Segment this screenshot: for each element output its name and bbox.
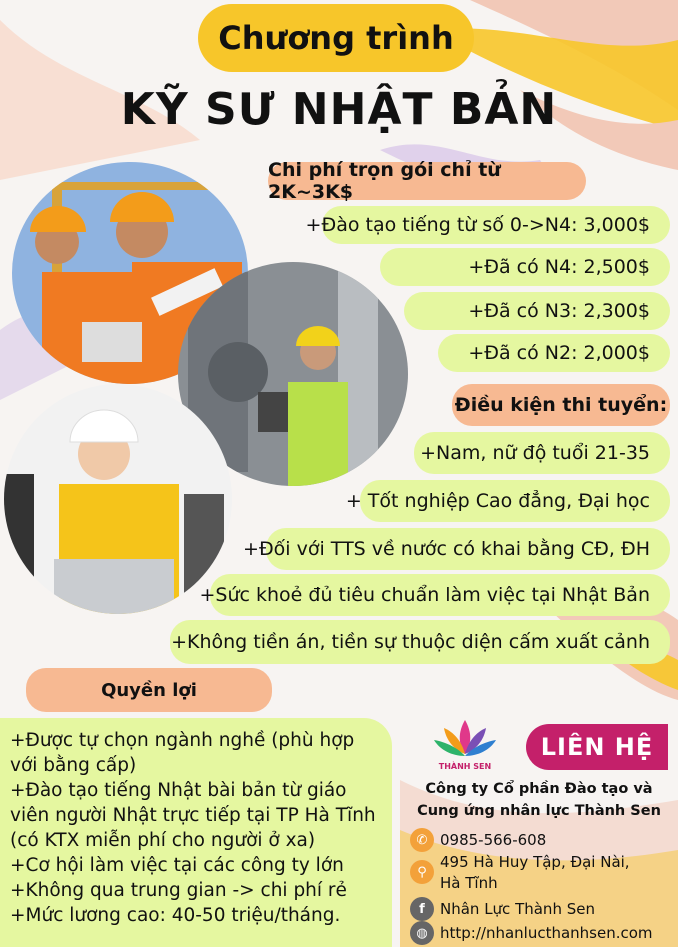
- address-line-1: 495 Hà Huy Tập, Đại Nài,: [440, 853, 630, 871]
- benefits-heading: Quyền lợi: [26, 668, 272, 712]
- condition-item-3: +Đối với TTS về nước có khai bằng CĐ, ĐH: [266, 528, 670, 570]
- lotus-logo-icon: [432, 716, 498, 762]
- address-line-2: Hà Tĩnh: [440, 874, 498, 892]
- facebook-icon: f: [410, 897, 434, 921]
- conditions-heading: Điều kiện thi tuyển:: [452, 384, 670, 426]
- condition-item-5: +Không tiền án, tiền sự thuộc diện cấm xuất cảnh: [170, 620, 670, 664]
- location-icon: ⚲: [410, 860, 434, 884]
- benefit-item-2: +Đào tạo tiếng Nhật bài bản từ giáo viên người Nhật trực tiếp tại TP Hà Tĩnh (có KTX miễn phí cho người ở xa): [10, 780, 376, 851]
- benefit-item-4: +Không qua trung gian -> chi phí rẻ: [10, 880, 347, 901]
- logo-text: THÀNH SEN: [438, 762, 492, 771]
- company-name: [400, 778, 678, 822]
- cost-item-4: +Đã có N2: 2,000$: [438, 334, 670, 372]
- laptop-illustration: [4, 384, 232, 614]
- website-row: [410, 921, 653, 945]
- contact-label: LIÊN HỆ: [526, 724, 668, 770]
- benefit-item-5: +Mức lương cao: 40-50 triệu/tháng.: [10, 905, 341, 926]
- phone-icon: ✆: [410, 828, 434, 852]
- cost-item-1: +Đào tạo tiếng từ số 0->N4: 3,000$: [322, 206, 670, 244]
- cost-item-3: +Đã có N3: 2,300$: [404, 292, 670, 330]
- phone-row: [410, 828, 546, 852]
- website-link[interactable]: http://nhanlucthanhsen.com: [440, 924, 653, 942]
- condition-item-4: +Sức khoẻ đủ tiêu chuẩn làm việc tại Nhật Bản: [210, 574, 670, 616]
- cost-heading: Chi phí trọn gói chỉ từ 2K~3K$: [268, 162, 586, 200]
- facebook-row: [410, 897, 595, 921]
- page-title: KỸ SƯ NHẬT BẢN: [120, 84, 558, 135]
- program-label: Chương trình: [198, 4, 474, 72]
- condition-item-1: +Nam, nữ độ tuổi 21-35: [414, 432, 670, 474]
- globe-icon: ◍: [410, 921, 434, 945]
- address-row: [410, 852, 630, 894]
- phone-number[interactable]: 0985-566-608: [440, 831, 547, 849]
- company-line-2: Cung ứng nhân lực Thành Sen: [417, 803, 661, 819]
- benefit-item-3: +Cơ hội làm việc tại các công ty lớn: [10, 855, 344, 876]
- condition-item-2: + Tốt nghiệp Cao đẳng, Đại học: [360, 480, 670, 522]
- benefit-item-1: +Được tự chọn ngành nghề (phù hợp với bằng cấp): [10, 730, 355, 776]
- benefits-list: [0, 718, 392, 947]
- cost-item-2: +Đã có N4: 2,500$: [380, 248, 670, 286]
- facebook-page[interactable]: Nhân Lực Thành Sen: [440, 900, 595, 918]
- engineer-laptop-photo: [4, 384, 232, 614]
- company-line-1: Công ty Cổ phần Đào tạo và: [425, 781, 653, 797]
